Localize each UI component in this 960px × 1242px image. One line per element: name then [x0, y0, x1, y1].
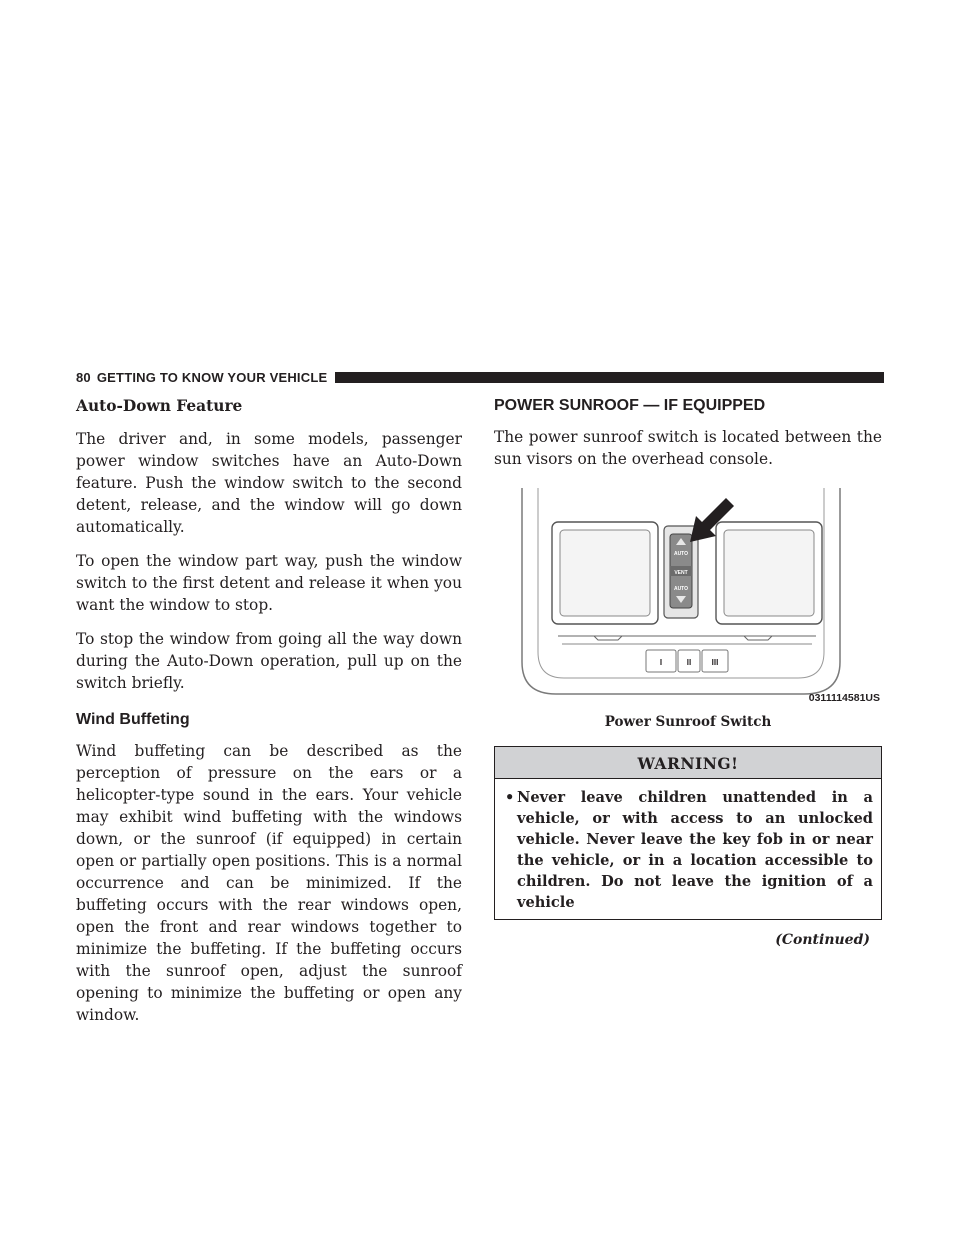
warning-item-text: Never leave children unattended in a vehicle, or with access to an unlocked vehicle. Never leave the key fob in or near the vehicle, or in a location accessible to children. Do not leave the ignition of a vehicle — [517, 789, 873, 911]
switch-label-auto-down: AUTO — [673, 586, 689, 592]
auto-down-para-3: To stop the window from going all the way down during the Auto-Down operation, pull up on the switch briefly. — [76, 630, 462, 692]
overhead-console-illustration — [494, 482, 882, 712]
sunroof-heading: POWER SUNROOF — IF EQUIPPED — [494, 397, 766, 414]
wind-buffeting-para: Wind buffeting can be described as the perception of pressure on the ears or a helicopter-type sound in the ears. Your vehicle may exhibit wind buffeting with the windows down, or the sunroof (if equipped) in certain open or partially open positions. This is a normal occurrence and can be minimized. If the buffeting occurs with the rear windows open, open the front and rear windows together to minimize the buffeting. If the buffeting occurs with the sunroof open, adjust the sunroof opening to minimize the buffeting or open any window. — [76, 742, 462, 1024]
warning-box — [494, 746, 882, 920]
continued-note: (Continued) — [775, 932, 870, 948]
wind-buffeting-heading: Wind Buffeting — [76, 711, 190, 728]
light-button-3-label: III — [711, 658, 719, 667]
section-title: GETTING TO KNOW YOUR VEHICLE — [96, 369, 328, 385]
left-column — [76, 396, 462, 1038]
sunroof-para: The power sunroof switch is located between the sun visors on the overhead console. — [494, 428, 882, 468]
figure-caption: Power Sunroof Switch — [604, 714, 772, 730]
auto-down-heading: Auto-Down Feature — [76, 397, 243, 415]
page-header-text — [76, 370, 327, 385]
right-column — [494, 396, 882, 948]
bullet: • — [505, 789, 515, 806]
auto-down-para-1: The driver and, in some models, passenger power window switches have an Auto-Down feature. Push the window switch to the second detent, release, and the window will go down automatically. — [76, 430, 462, 536]
page-header — [76, 368, 884, 386]
warning-body — [495, 778, 881, 919]
warning-title: WARNING! — [495, 747, 881, 778]
figure-code: 0311114581US — [808, 692, 880, 704]
light-button-1-label: I — [659, 658, 663, 667]
light-button-2-label: II — [686, 658, 692, 667]
switch-label-auto-up: AUTO — [673, 551, 689, 557]
auto-down-para-2: To open the window part way, push the window switch to the first detent and release it when you want the window to stop. — [76, 552, 462, 614]
switch-label-vent: VENT — [674, 570, 688, 576]
sunroof-switch-figure — [494, 482, 882, 712]
header-rule — [335, 372, 884, 383]
warning-item — [505, 787, 873, 913]
page-number: 80 — [76, 369, 91, 385]
